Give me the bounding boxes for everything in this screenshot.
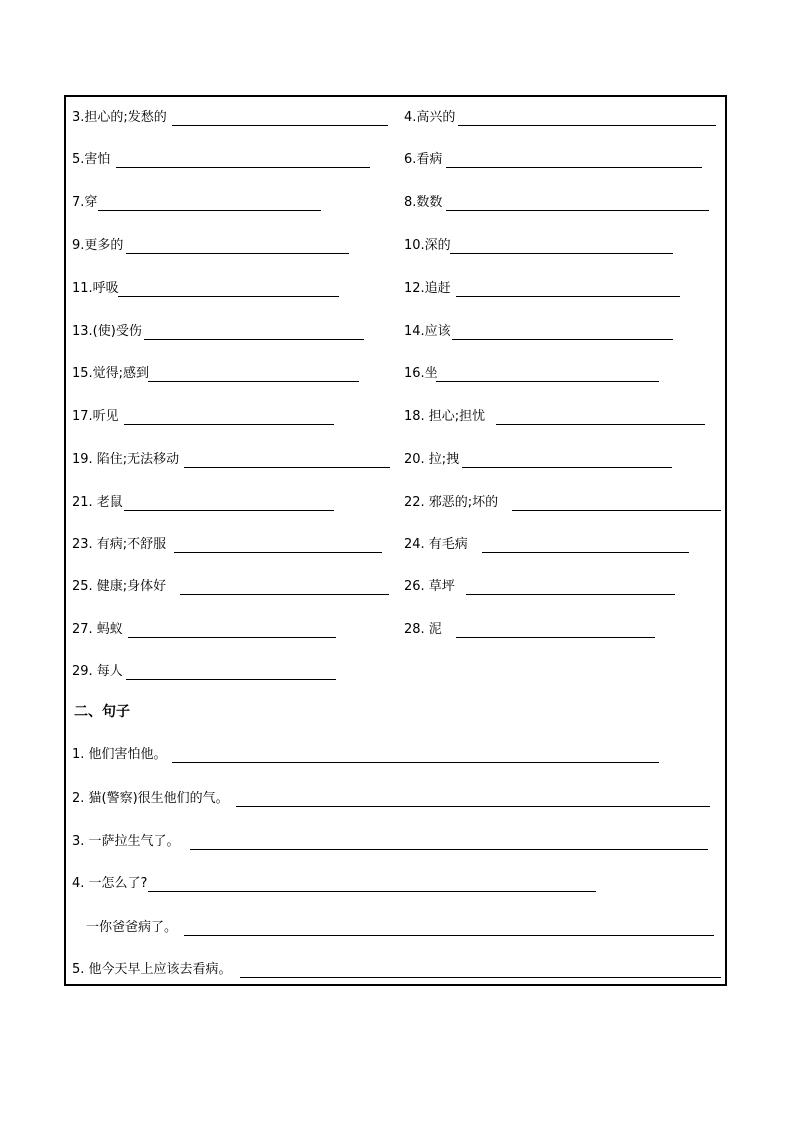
vocab-label: 24. 有毛病 xyxy=(404,537,468,552)
answer-blank[interactable] xyxy=(466,594,675,595)
answer-blank[interactable] xyxy=(184,467,390,468)
answer-blank[interactable] xyxy=(452,339,673,340)
vocab-item xyxy=(72,577,389,597)
vocab-label: 29. 每人 xyxy=(72,664,123,679)
vocab-label: 8.数数 xyxy=(404,195,443,210)
vocab-item xyxy=(404,620,655,640)
answer-blank[interactable] xyxy=(118,296,339,297)
vocab-item xyxy=(404,279,680,299)
answer-blank[interactable] xyxy=(148,381,359,382)
vocab-item xyxy=(404,577,675,597)
answer-blank[interactable] xyxy=(456,296,680,297)
answer-blank[interactable] xyxy=(172,125,388,126)
answer-blank[interactable] xyxy=(450,253,673,254)
answer-blank[interactable] xyxy=(124,424,334,425)
answer-blank[interactable] xyxy=(456,637,655,638)
answer-blank[interactable] xyxy=(190,849,708,850)
answer-blank[interactable] xyxy=(174,552,382,553)
answer-blank[interactable] xyxy=(148,891,596,892)
answer-blank[interactable] xyxy=(184,935,714,936)
sentence-item xyxy=(72,960,721,980)
vocab-item xyxy=(404,193,709,213)
vocab-label: 23. 有病;不舒服 xyxy=(72,537,167,552)
vocab-item xyxy=(72,407,334,427)
sentence-item xyxy=(86,918,714,938)
vocab-label: 19. 陷住;无法移动 xyxy=(72,452,180,467)
vocab-item xyxy=(72,364,359,384)
vocab-item xyxy=(404,108,716,128)
sentence-label: 1. 他们害怕他。 xyxy=(72,747,167,762)
vocab-label: 27. 蚂蚁 xyxy=(72,622,123,637)
vocab-item xyxy=(72,493,334,513)
vocab-label: 14.应该 xyxy=(404,324,451,339)
vocab-label: 11.呼吸 xyxy=(72,281,119,296)
sentence-label: 4. 一怎么了? xyxy=(72,876,148,891)
answer-blank[interactable] xyxy=(180,594,389,595)
vocab-item xyxy=(72,322,364,342)
vocab-label: 28. 泥 xyxy=(404,622,442,637)
answer-blank[interactable] xyxy=(236,806,710,807)
answer-blank[interactable] xyxy=(436,381,659,382)
answer-blank[interactable] xyxy=(462,467,672,468)
vocab-item xyxy=(72,193,321,213)
answer-blank[interactable] xyxy=(240,977,721,978)
vocab-item xyxy=(72,279,339,299)
vocab-label: 5.害怕 xyxy=(72,152,111,167)
vocab-label: 9.更多的 xyxy=(72,238,124,253)
answer-blank[interactable] xyxy=(446,210,709,211)
vocab-label: 3.担心的;发愁的 xyxy=(72,110,167,125)
vocab-label: 26. 草坪 xyxy=(404,579,455,594)
sentence-item xyxy=(72,832,708,852)
vocab-item xyxy=(72,150,370,170)
answer-blank[interactable] xyxy=(172,762,659,763)
answer-blank[interactable] xyxy=(512,510,721,511)
vocab-label: 10.深的 xyxy=(404,238,451,253)
vocab-label: 7.穿 xyxy=(72,195,98,210)
answer-blank[interactable] xyxy=(144,339,364,340)
vocab-label: 16.坐 xyxy=(404,366,438,381)
vocab-label: 4.高兴的 xyxy=(404,110,456,125)
answer-blank[interactable] xyxy=(458,125,716,126)
vocab-label: 17.听见 xyxy=(72,409,119,424)
vocab-item xyxy=(72,662,336,682)
vocab-label: 22. 邪恶的;坏的 xyxy=(404,495,499,510)
vocab-label: 13.(使)受伤 xyxy=(72,324,142,339)
sentence-item xyxy=(72,874,596,894)
answer-blank[interactable] xyxy=(126,679,336,680)
vocab-item xyxy=(404,150,702,170)
answer-blank[interactable] xyxy=(98,210,321,211)
vocab-item xyxy=(404,493,721,513)
vocab-label: 12.追赶 xyxy=(404,281,451,296)
answer-blank[interactable] xyxy=(126,253,349,254)
vocab-label: 6.看病 xyxy=(404,152,443,167)
sentence-label: 3. 一萨拉生气了。 xyxy=(72,834,180,849)
vocab-label: 18. 担心;担忧 xyxy=(404,409,486,424)
vocab-item xyxy=(404,322,673,342)
answer-blank[interactable] xyxy=(124,510,334,511)
answer-blank[interactable] xyxy=(116,167,370,168)
answer-blank[interactable] xyxy=(482,552,689,553)
vocab-item xyxy=(72,450,390,470)
vocab-label: 20. 拉;拽 xyxy=(404,452,460,467)
vocab-item xyxy=(72,236,349,256)
sentence-label: 2. 猫(警察)很生他们的气。 xyxy=(72,791,229,806)
answer-blank[interactable] xyxy=(496,424,705,425)
vocab-label: 15.觉得;感到 xyxy=(72,366,150,381)
sentence-label: 一你爸爸病了。 xyxy=(86,920,178,935)
vocab-item xyxy=(404,236,673,256)
sentence-item xyxy=(72,745,659,765)
vocab-item xyxy=(404,364,659,384)
vocab-item xyxy=(72,535,382,555)
vocab-item xyxy=(404,450,672,470)
vocab-item xyxy=(404,535,689,555)
vocab-label: 25. 健康;身体好 xyxy=(72,579,167,594)
vocab-item xyxy=(404,407,705,427)
vocab-item xyxy=(72,108,388,128)
answer-blank[interactable] xyxy=(128,637,336,638)
vocab-label: 21. 老鼠 xyxy=(72,495,123,510)
sentence-item xyxy=(72,789,710,809)
section-title-sentences: 二、句子 xyxy=(74,704,130,720)
vocab-item xyxy=(72,620,336,640)
answer-blank[interactable] xyxy=(446,167,702,168)
sentence-label: 5. 他今天早上应该去看病。 xyxy=(72,962,232,977)
